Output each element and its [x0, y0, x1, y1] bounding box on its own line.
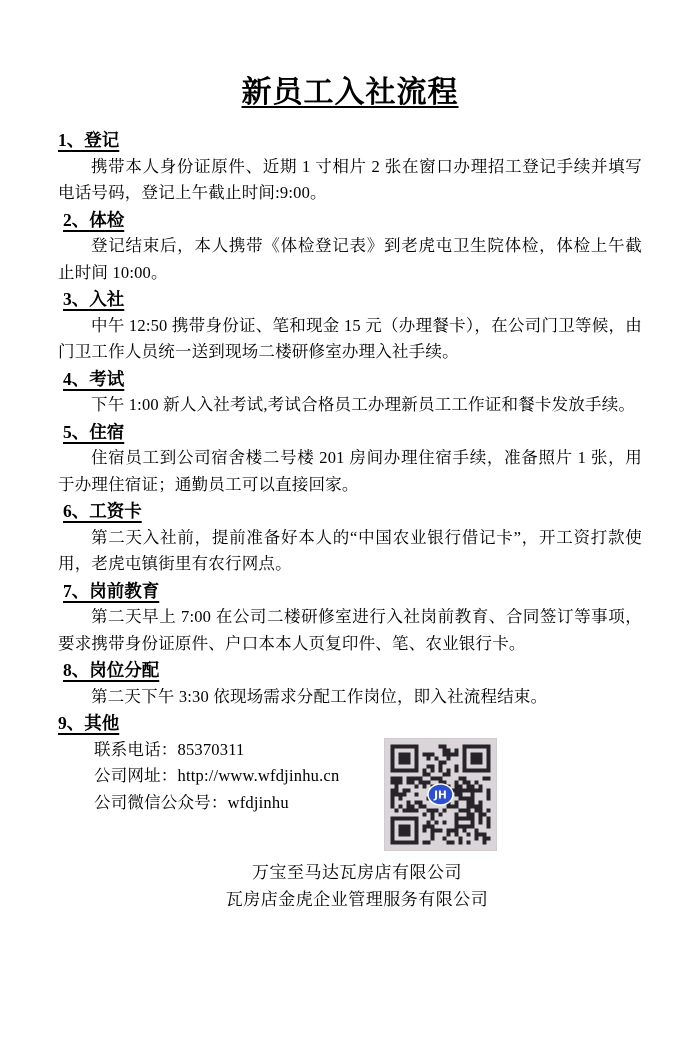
section-2-physical-exam: [58, 207, 642, 287]
section-heading-1: 1、登记: [58, 130, 120, 150]
section-heading-9: 9、其他: [58, 713, 120, 733]
section-heading-3: 3、入社: [63, 289, 125, 309]
section-8-job-assignment: [58, 657, 642, 710]
section-body-5: 住宿员工到公司宿舍楼二号楼 201 房间办理住宿手续，准备照片 1 张，用于办理住宿证；通勤员工可以直接回家。: [58, 448, 642, 494]
section-9-other: [58, 710, 642, 853]
section-body-2: 登记结束后，本人携带《体检登记表》到老虎屯卫生院体检，体检上午截止时间 10:00。: [58, 236, 642, 282]
section-heading-2: 2、体检: [63, 209, 125, 230]
section-1-registration: [58, 127, 642, 207]
section-4-exam: [58, 366, 642, 419]
section-heading-6: 6、工资卡: [63, 501, 142, 521]
footer-company-2: 瓦房店金虎企业管理服务有限公司: [225, 890, 489, 909]
section-heading-4: 4、考试: [63, 368, 125, 389]
section-heading-7: 7、岗前教育: [63, 580, 160, 601]
contact-wechat: 公司微信公众号：wfdjinhu: [94, 792, 289, 812]
qr-logo-text: JH: [434, 789, 447, 801]
section-body-7: 第二天早上 7:00 在公司二楼研修室进行入社岗前教育、合同签订等事项，要求携带身份证原件、户口本本人页复印件、笔、农业银行卡。: [58, 607, 642, 653]
qr-code-image: [384, 738, 497, 851]
contact-phone: 联系电话：85370311: [94, 739, 245, 759]
section-7-pre-job-training: [58, 578, 642, 658]
section-5-accommodation: [58, 419, 642, 499]
section-body-3: 中午 12:50 携带身份证、笔和现金 15 元（办理餐卡），在公司门卫等候，由门卫工作人员统一送到现场二楼研修室办理入社手续。: [58, 315, 642, 361]
section-body-6: 第二天入社前，提前准备好本人的“中国农业银行借记卡”，开工资打款使用，老虎屯镇街里有农行网点。: [58, 527, 642, 573]
section-body-9: [58, 737, 642, 853]
section-body-8: 第二天下午 3:30 依现场需求分配工作岗位，即入社流程结束。: [91, 686, 548, 706]
page-title: [58, 74, 642, 112]
page-title-text: 新员工入社流程: [241, 76, 459, 109]
document-content: [0, 74, 700, 914]
section-6-salary-card: [58, 498, 642, 578]
section-body-1: 携带本人身份证原件、近期 1 寸相片 2 张在窗口办理招工登记手续并填写电话号码，登记上午截止时间:9:00。: [58, 156, 642, 202]
qr-code-icon: [385, 739, 496, 850]
footer-company-1: 万宝至马达瓦房店有限公司: [252, 862, 462, 882]
section-heading-8: 8、岗位分配: [63, 660, 160, 680]
section-heading-5: 5、住宿: [63, 421, 125, 442]
section-3-joining: [58, 286, 642, 366]
section-body-4: 下午 1:00 新人入社考试,考试合格员工办理新员工工作证和餐卡发放手续。: [91, 395, 636, 414]
document-page: [0, 74, 700, 1064]
footer-companies: [58, 859, 642, 914]
contact-website: 公司网址：http://www.wfdjinhu.cn: [94, 766, 340, 785]
